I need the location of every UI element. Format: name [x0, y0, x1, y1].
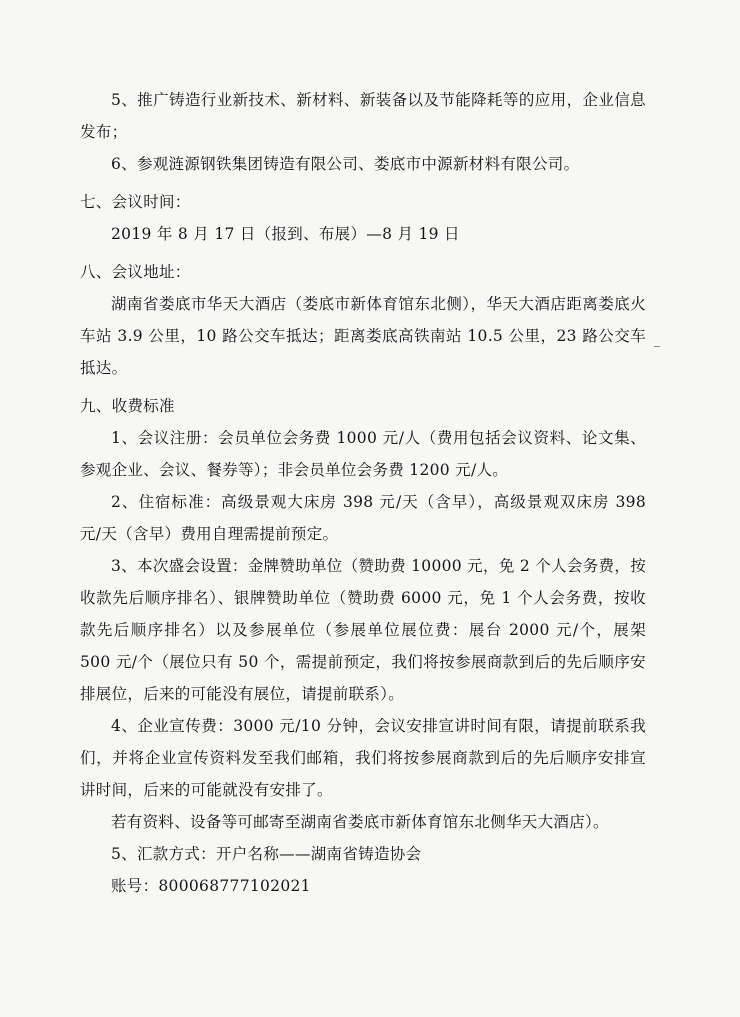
section-9-heading: 九、收费标准 — [80, 397, 175, 415]
fee-item-2: 2、住宿标准：高级景观大床房 398 元/天（含早），高级景观双床房 398 元/天（含早）费用自理需提前预定。 — [80, 493, 646, 543]
section-8-text: 湖南省娄底市华天大酒店（娄底市新体育馆东北侧），华天大酒店距离娄底火车站 3.9 公里，10 路公交车抵达；距离娄底高铁南站 10.5 公里，23 路公交车抵达。 — [80, 295, 646, 377]
item-5: 5、推广铸造行业新技术、新材料、新装备以及节能降耗等的应用，企业信息发布； — [80, 91, 646, 141]
fee-item-3: 3、本次盛会设置：金牌赞助单位（赞助费 10000 元，免 2 个人会务费，按收款先后顺序排名）、银牌赞助单位（赞助费 6000 元，免 1 个人会务费，按收款先后顺序排名）以及参展单位（参展单位展位费：展台 2000 元/个，展架 500 元/个（展位只有 50 个，需提前预定，我们将按参展商款到后的先后顺序安排展位，后来的可能没有展位，请提前联系）。 — [80, 557, 646, 703]
account-number: 账号：800068777102021 — [111, 877, 311, 895]
fee-item-4: 4、企业宣传费：3000 元/10 分钟，会议安排宣讲时间有限，请提前联系我们，并将企业宣传资料发至我们邮箱，我们将按参展商款到后的先后顺序安排宣讲时间，后来的可能就没有安排了。 — [80, 717, 646, 799]
mailing-note: 若有资料、设备等可邮寄至湖南省娄底市新体育馆东北侧华天大酒店）。 — [111, 813, 609, 831]
scan-mark — [654, 346, 660, 347]
section-7-heading: 七、会议时间： — [80, 193, 191, 211]
document-body — [80, 84, 646, 902]
section-8-heading: 八、会议地址： — [80, 263, 191, 281]
fee-item-1: 1、会议注册：会员单位会务费 1000 元/人（费用包括会议资料、论文集、参观企业、会议、餐券等）；非会员单位会务费 1200 元/人。 — [80, 429, 646, 479]
section-7-text: 2019 年 8 月 17 日（报到、布展）—8 月 19 日 — [111, 225, 460, 243]
fee-item-5: 5、汇款方式：开户名称——湖南省铸造协会 — [111, 845, 422, 863]
item-6: 6、参观涟源钢铁集团铸造有限公司、娄底市中源新材料有限公司。 — [111, 155, 580, 173]
